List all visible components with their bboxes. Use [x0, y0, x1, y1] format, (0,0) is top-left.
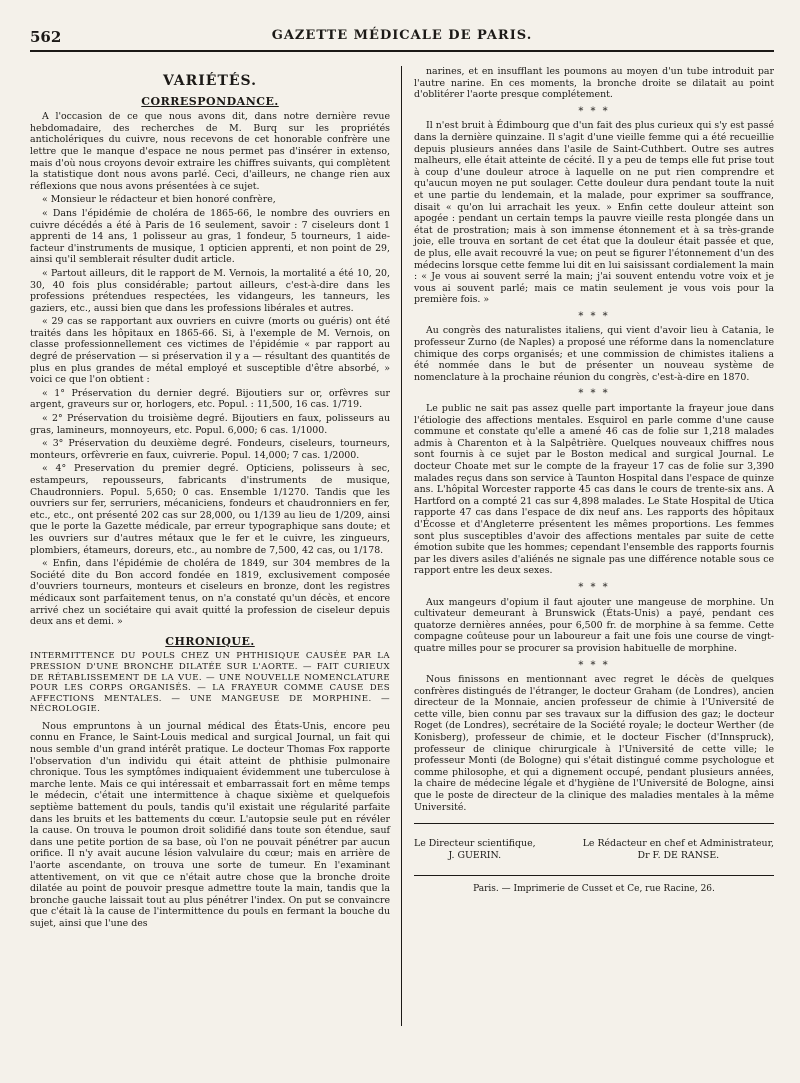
paragraph: « 4° Preservation du premier degré. Opticiens, polisseurs à sec, estampeurs, repousseurs, fabricants d'instruments de musique, Chaudronniers. Popul. 5,650; 0 cas. Ensemble 1/1270. Tandis que les ouvriers sur fer, serruriers, mécaniciens, fondeurs et chaudronniers en fer, etc., etc., ont présenté 202 cas sur 28,000, ou 1/139 au lieu de 1/209, ainsi que le porte la Gazette médicale, par erreur typographique sans doute; et les ouvriers sur d'autres métaux que le fer et le cuivre, les zingueurs, plombiers, étameurs, doreurs, etc., au nombre de 7,500, 42 cas, ou 1/178.: [30, 463, 390, 556]
paragraph: narines, et en insufflant les poumons au moyen d'un tube introduit par l'autre narine. En ces moments, la bronche droite se dilatait au point d'oblitérer l'aorte presque complétement.: [414, 66, 774, 101]
paragraph: « Monsieur le rédacteur et bien honoré confrère,: [42, 194, 276, 206]
paragraph: « Dans l'épidémie de choléra de 1865-66, le nombre des ouvriers en cuivre décédés a été à Paris de 16 seulement, savoir : 7 ciseleurs dont 1 apprenti de 14 ans, 1 polisseur au gras, 1 fondeur, 5 tourneurs, 1 aide-facteur d'instruments de musique, 1 opticien apprenti, et non point de 29, ainsi qu'il semblerait résulter dudit article.: [30, 207, 390, 266]
imprint-line: Paris. — Imprimerie de Cusset et Ce, rue Racine, 26.: [414, 875, 774, 896]
signature-left: [414, 838, 536, 861]
signature-title: Le Directeur scientifique,: [414, 838, 536, 850]
asterism: * * *: [578, 388, 610, 400]
asterism: * * *: [578, 659, 610, 671]
page-number: 562: [30, 28, 62, 46]
section-heading-varietes: VARIÉTÉS.: [162, 73, 258, 89]
signature-block: [414, 838, 774, 861]
paragraph: Il n'est bruit à Édimbourg que d'un fait des plus curieux qui s'y est passé dans la dernière quinzaine. Il s'agit d'une vieille femme qui a été recueillie depuis plusieurs années dans l'asile de Saint-Cuthbert. Outre ses autres malheurs, elle était atteinte de cécité. Il y a peu de temps elle fut prise tout à coup d'une douleur atroce à laquelle on ne put rien comprendre et qu'aucun moyen ne put soulager. Cette douleur dura pendant toute la nuit et une partie du lendemain, et la malade, pour exprimer sa souffrance, disait « qu'on lui arrachait les yeux. » Enfin cette douleur atteint son apogée : pendant un certain temps la pauvre vieille resta plongée dans un état de prostration; mais à son immense étonnement et à sa très-grande joie, elle trouva en sortant de cet état que la douleur était passée et que, de plus, elle avait recouvré la vue; on peut se figurer l'étonnement d'un des médecins lorsque cette femme lui dit en lui saisissant cordialement la main : « Je vous ai souvent serré la main; j'ai souvent entendu votre voix et je vous ai souvent parlé; mais ce matin seulement je vous vois pour la première fois. »: [414, 120, 774, 306]
asterism: * * *: [578, 310, 610, 322]
paragraph: A l'occasion de ce que nous avons dit, dans notre dernière revue hebdomadaire, des recherches de M. Burq sur les propriétés anticholériques du cuivre, nous recevons de cet honorable confrère une lettre que le manque d'espace ne nous permet pas d'insérer in extenso, mais d'où nous croyons devoir extraire les chiffres suivants, qui complètent la statistique dont nous avons parlé. Ceci, d'ailleurs, ne change rien aux réflexions que nous avons présentées à ce sujet.: [30, 111, 390, 192]
paragraph: Aux mangeurs d'opium il faut ajouter une mangeuse de morphine. Un cultivateur demeurant à Brunswick (États-Unis) a payé, pendant ces quatorze dernières années, pour 6,500 fr. de morphine à sa femme. Cette compagne coûteuse pour un laboureur a fait une fois une course de vingt-quatre milles pour se procurer sa provision habituelle de morphine.: [414, 596, 774, 654]
journal-title: GAZETTE MÉDICALE DE PARIS.: [271, 28, 533, 43]
chronique-summary: INTERMITTENCE DU POULS CHEZ UN PHTHISIQUE CAUSÉE PAR LA PRESSION D'UNE BRONCHE DILATÉE SUR L'AORTE. — FAIT CURIEUX DE RÉTABLISSEMENT DE LA VUE. — UNE NOUVELLE NOMENCLATURE POUR LES CORPS ORGANISÉS. — LA FRAYEUR COMME CAUSE DES AFFECTIONS MENTALES. — UNE MANGEUSE DE MORPHINE. — NÉCROLOGIE.: [30, 651, 390, 715]
signature-title: Le Rédacteur en chef et Administrateur,: [582, 838, 774, 850]
column-rule: [401, 66, 402, 1026]
right-column: [414, 66, 774, 896]
paragraph: « 2° Préservation du troisième degré. Bijoutiers en faux, polisseurs au gras, lamineurs, monnoyeurs, etc. Popul. 6,000; 6 cas. 1/1000.: [30, 413, 390, 436]
columns: [30, 66, 774, 1083]
section-heading-chronique: CHRONIQUE.: [165, 634, 255, 648]
paragraph: « Partout ailleurs, dit le rapport de M. Vernois, la mortalité a été 10, 20, 30, 40 fois plus considérable; partout ailleurs, c'est-à-dire dans les professions prétendues respectées, les vidangeurs, les tanneurs, les gaziers, etc., aussi bien que dans les professions libérales et autres.: [30, 267, 390, 314]
signature-name: Dr F. DE RANSE.: [637, 849, 720, 861]
paragraph: « Enfin, dans l'épidémie de choléra de 1849, sur 304 membres de la Société dite du Bon accord fondée en 1819, exclusivement composée d'ouvriers tourneurs, monteurs et ciseleurs en bronze, dont les registres médicaux sont parfaitement tenus, on n'a constaté qu'un décès, et encore arrivé chez un sociétaire qui avait quitté la profession de ciseleur depuis deux ans et demi. »: [30, 558, 390, 628]
paragraph: Nous empruntons à un journal médical des États-Unis, encore peu connu en France, le Saint-Louis medical and surgical Journal, un fait qui nous semble d'un grand intérêt pratique. Le docteur Thomas Fox rapporte l'observation d'un individu qui était atteint de phthisie pulmonaire chronique. Tous les symptômes indiquaient évidemment une tuberculose à marche lente. Mais ce qui intéressait et embarrassait fort en même temps le médecin, c'était une intermittence à chaque sixième et quelquefois septième battement du pouls, tandis qu'il existait une régularité parfaite dans les bruits et les battements du cœur. L'autopsie seule put en révéler la cause. On trouva le poumon droit solidifié dans toute son étendue, sauf dans une petite portion de sa base, où l'on ne pouvait pénétrer par aucun orifice. Il n'y avait aucune lésion valvulaire du cœur; mais en arrière de l'aorte ascendante, on trouva une sorte de tumeur. En l'examinant attentivement, on vit que ce n'était autre chose que la bronche droite dilatée au point de pouvoir presque admettre toute la main, tandis que la bronche gauche laissait tout au plus pénétrer l'index. On put se convaincre que c'était là la cause de l'intermittence du pouls en fermant la bouche du sujet, ainsi que l'une des: [30, 720, 390, 929]
asterism: * * *: [578, 581, 610, 593]
paragraph: « 3° Préservation du deuxième degré. Fondeurs, ciseleurs, tourneurs, monteurs, orfèvrerie en faux, cuivrerie. Popul. 14,000; 7 cas. 1/2000.: [30, 438, 390, 461]
left-column: [30, 66, 390, 932]
signature-rule: [414, 823, 774, 824]
paragraph: Le public ne sait pas assez quelle part importante la frayeur joue dans l'étiologie des affections mentales. Esquirol en parle comme d'une cause commune et constate qu'elle a amené 46 cas de folie sur 1,218 malades admis à Charenton et à la Salpêtrière. Quelques nouveaux chiffres nous sont fournis à ce sujet par le Boston medical and surgical Journal. Le docteur Choate met sur le compte de la frayeur 17 cas de folie sur 3,390 malades reçus dans son service à Taunton Hospital dans l'espace de quinze ans. L'hôpital Worcester rapporte 45 cas dans le cours de trente-six ans. A Hartford on a compté 21 cas sur 4,898 malades. Le State Hospital de Utica rapporte 47 cas dans l'espace de dix neuf ans. Les rapports des hôpitaux d'Écosse et d'Angleterre présentent les mêmes proportions. Les femmes sont plus susceptibles d'avoir des affections mentales par suite de cette émotion subite que les hommes; cependant l'ensemble des rapports fournis par les divers asiles d'aliénés ne signale pas une différence notable sous ce rapport entre les deux sexes.: [414, 403, 774, 577]
paragraph: « 29 cas se rapportant aux ouvriers en cuivre (morts ou guéris) ont été traités dans les hôpitaux en 1865-66. Si, à l'exemple de M. Vernois, on classe professionnellement ces victimes de l'épidémie « par rapport au degré de préservation — si préservation il y a — résultant des quantités de plus en plus grandes de métal employé et susceptible d'être absorbé, » voici ce que l'on obtient :: [30, 316, 390, 386]
section-heading-correspondance: CORRESPONDANCE.: [141, 94, 279, 108]
paragraph: « 1° Préservation du dernier degré. Bijoutiers sur or, orfèvres sur argent, graveurs sur or, horlogers, etc. Popul. : 11,500, 16 cas. 1/719.: [30, 387, 390, 411]
running-head: [30, 20, 774, 52]
paragraph: Au congrès des naturalistes italiens, qui vient d'avoir lieu à Catania, le professeur Zurno (de Naples) a proposé une réforme dans la nomenclature chimique des corps organisés; et une commission de chimistes italiens a été nommée dans le but de présenter un nouveau système de nomenclature à la prochaine réunion du congrès, c'est-à-dire en 1870.: [414, 325, 774, 383]
asterism: * * *: [578, 105, 610, 117]
paragraph: Nous finissons en mentionnant avec regret le décès de quelques confrères distingués de l'étranger, le docteur Graham (de Londres), ancien directeur de la Monnaie, ancien professeur de chimie à l'Université de cette ville, bien connu par ses travaux sur la diffusion des gaz; le docteur Roget (de Londres), secrétaire de la Société royale; le docteur Werther (de Konisberg), professeur de chimie, et le docteur Fischer (d'Innspruck), professeur de clinique chirurgicale à l'Université de cette ville; le professeur Monti (de Bologne) qui s'était distingué comme psychologue et comme philosophe, et qui a dignement occupé, pendant plusieurs années, la chaire de médecine légale et d'hygiène de l'Université de Bologne, ainsi que le poste de directeur de la clinique des maladies mentales à la même Université.: [414, 674, 774, 813]
signature-name: J. GUERIN.: [448, 849, 502, 861]
signature-right: [583, 838, 774, 861]
